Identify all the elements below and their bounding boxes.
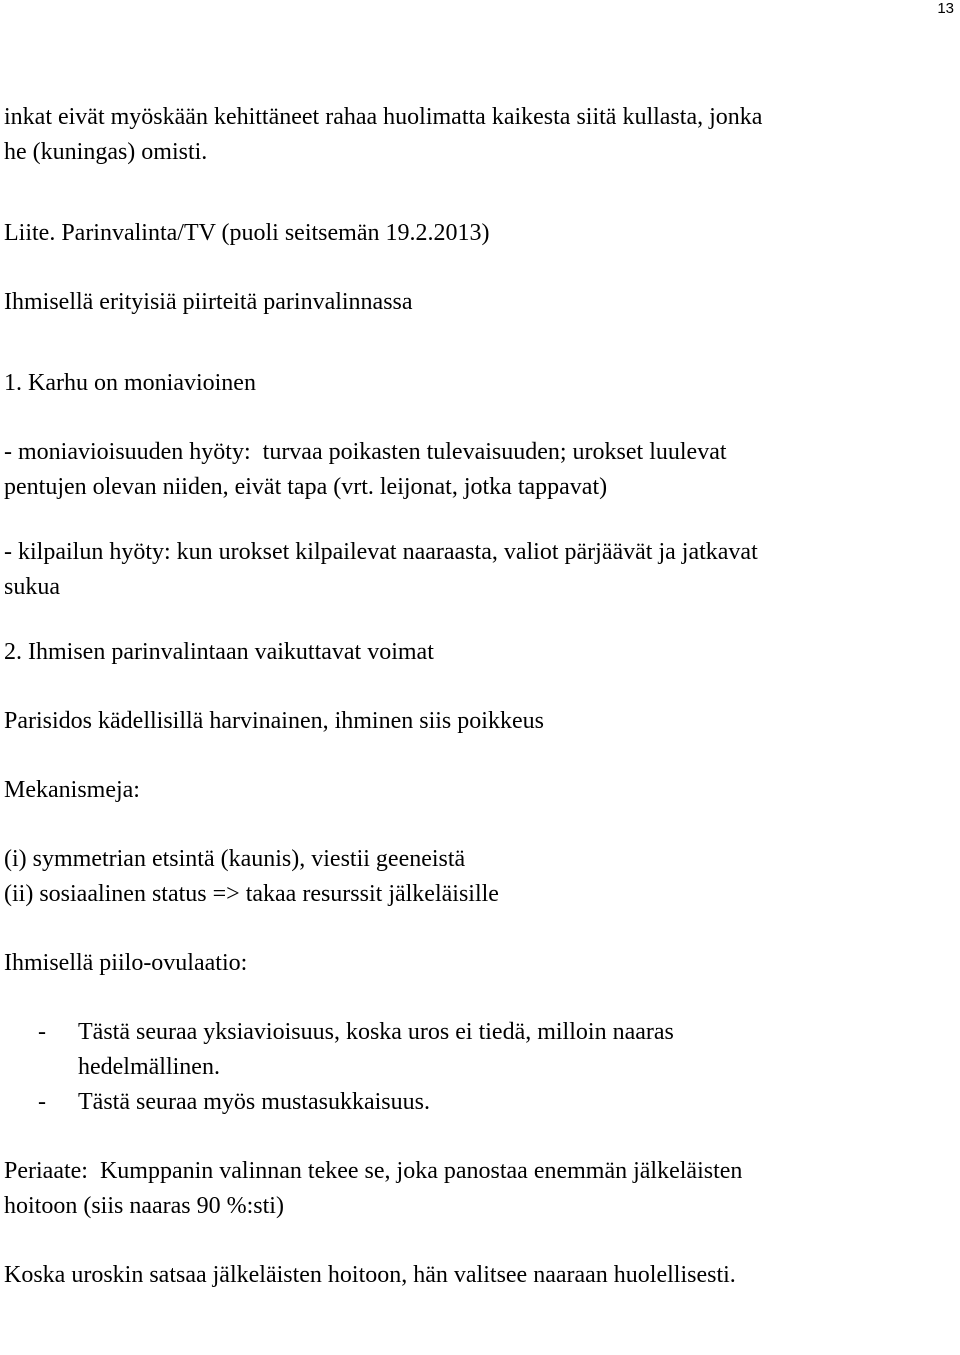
section-1-paragraph-1-line-2: pentujen olevan niiden, eivät tapa (vrt. leijonat, jotka tappavat) (4, 474, 608, 500)
consequence-list (4, 1015, 944, 1120)
bullet-2: Tästä seuraa myös mustasukkaisuus. (78, 1089, 430, 1115)
list-item (4, 1015, 944, 1085)
page-number: 13 (937, 0, 954, 17)
bullet-1-line-1: Tästä seuraa yksiavioisuus, koska uros ei tiedä, milloin naaras (78, 1019, 674, 1045)
section-1-paragraph-1-line-1: - moniavioisuuden hyöty: turvaa poikasten tulevaisuuden; urokset luulevat (4, 439, 727, 465)
principle-line-1: Periaate: Kumppanin valinnan tekee se, joka panostaa enemmän jälkeläisten (4, 1158, 743, 1184)
section-1-paragraph-1 (4, 435, 944, 505)
section-1-heading: 1. Karhu on moniavioinen (4, 370, 256, 396)
list-item (4, 1085, 944, 1120)
bullet-dash: - (38, 1089, 46, 1115)
mechanisms-list (4, 842, 944, 912)
intro-paragraph (4, 100, 944, 170)
mechanisms-label: Mekanismeja: (4, 777, 140, 803)
bullet-1-line-2: hedelmällinen. (78, 1054, 220, 1080)
principle-paragraph (4, 1154, 944, 1224)
intro-line-1: inkat eivät myöskään kehittäneet rahaa huolimatta kaikesta siitä kullasta, jonka (4, 104, 763, 130)
bullet-dash: - (38, 1019, 46, 1045)
conclusion-paragraph: Koska uroskin satsaa jälkeläisten hoitoon, hän valitsee naaraan huolellisesti. (4, 1262, 736, 1288)
mechanism-i: (i) symmetrian etsintä (kaunis), viestii geeneistä (4, 846, 466, 872)
section-1-paragraph-2-line-1: - kilpailun hyöty: kun urokset kilpailevat naaraasta, valiot pärjäävät ja jatkavat (4, 539, 758, 565)
principle-line-2: hoitoon (siis naaras 90 %:sti) (4, 1193, 284, 1219)
mechanism-ii: (ii) sosiaalinen status => takaa resurssit jälkeläisille (4, 881, 499, 907)
section-2-heading: 2. Ihmisen parinvalintaan vaikuttavat voimat (4, 639, 434, 665)
ovulation-label: Ihmisellä piilo-ovulaatio: (4, 950, 248, 976)
section-1-paragraph-2-line-2: sukua (4, 574, 60, 600)
parisidos-paragraph: Parisidos kädellisillä harvinainen, ihminen siis poikkeus (4, 708, 544, 734)
section-1-paragraph-2 (4, 535, 944, 605)
appendix-title: Liite. Parinvalinta/TV (puoli seitsemän 19.2.2013) (4, 220, 490, 246)
intro-line-2: he (kuningas) omisti. (4, 139, 208, 165)
document-body (4, 100, 944, 1293)
appendix-subtitle: Ihmisellä erityisiä piirteitä parinvalinnassa (4, 289, 413, 315)
